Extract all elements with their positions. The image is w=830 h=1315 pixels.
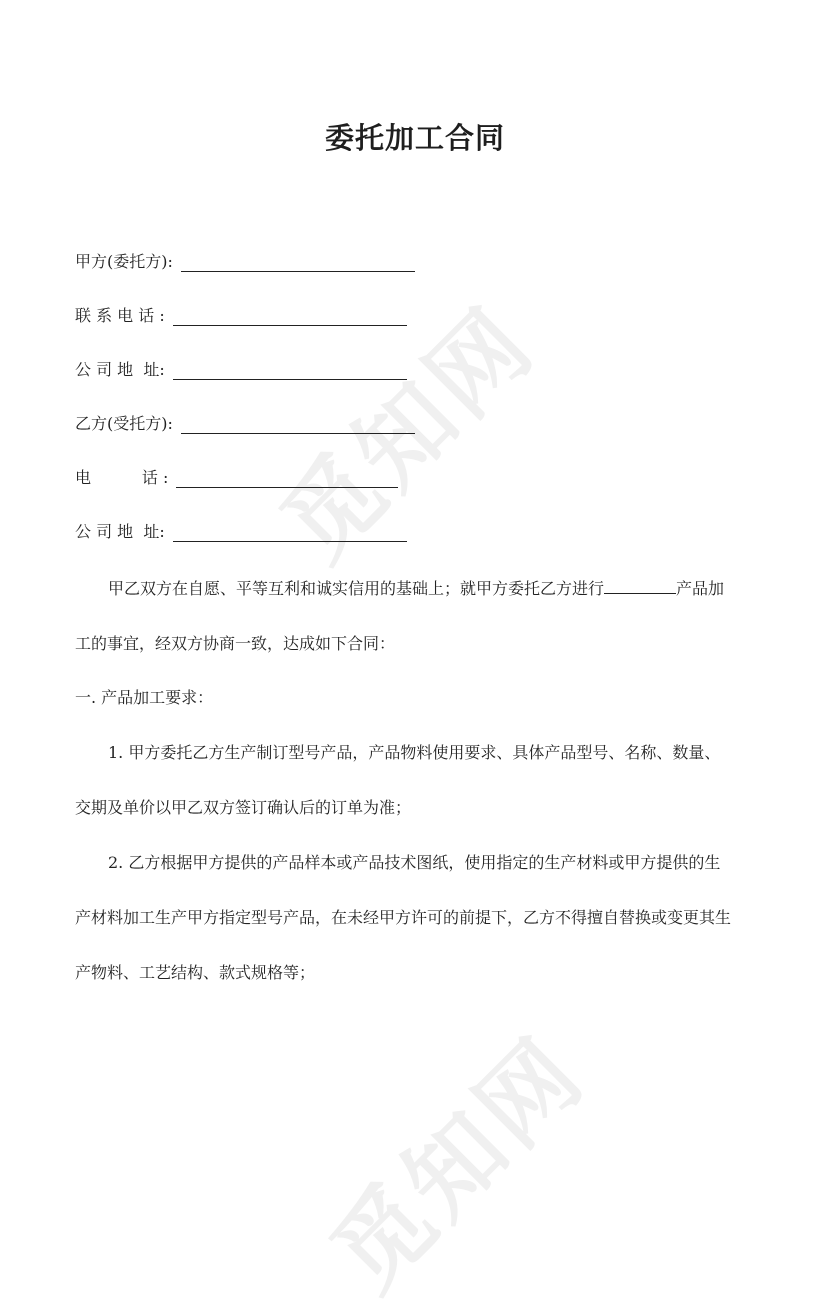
item-2-line-1: 2. 乙方根据甲方提供的产品样本或产品技术图纸，使用指定的生产材料或甲方提供的生 [108,853,721,872]
intro-line-1 [108,576,724,599]
phone-b-field [75,464,398,488]
phone-b-blank[interactable] [176,469,398,488]
party-a-label: 甲方(委托方): [75,252,173,271]
item-2-line-2: 产材料加工生产甲方指定型号产品，在未经甲方许可的前提下，乙方不得擅自替换或变更其生 [75,908,732,927]
intro-text-b: 产品加 [676,579,725,598]
party-a-field [75,248,415,272]
address-b-field [75,518,407,542]
phone-a-field [75,302,407,326]
product-name-blank[interactable] [604,579,676,594]
phone-a-label: 联 系 电 话 : [75,306,165,325]
section-1-heading: 一. 产品加工要求： [75,688,214,707]
address-b-label: 公 司 地 址: [75,522,165,541]
item-1-line-2: 交期及单价以甲乙双方签订确认后的订单为准； [75,798,412,817]
address-a-field [75,356,407,380]
item-2-line-3: 产物料、工艺结构、款式规格等； [75,963,316,982]
party-a-blank[interactable] [181,253,415,272]
intro-text-a: 甲乙双方在自愿、平等互利和诚实信用的基础上；就甲方委托乙方进行 [108,579,605,598]
document-title: 委托加工合同 [324,121,505,155]
watermark-bottom: 觅知网 [310,1016,607,1312]
item-1-line-1: 1. 甲方委托乙方生产制订型号产品，产品物料使用要求、具体产品型号、名称、数量、 [108,743,721,762]
address-b-blank[interactable] [173,523,407,542]
watermark: 觅知网 [260,286,557,582]
party-b-field [75,410,415,434]
party-b-label: 乙方(受托方): [75,414,173,433]
phone-a-blank[interactable] [173,307,407,326]
intro-line-2: 工的事宜，经双方协商一致，达成如下合同： [75,634,396,653]
party-b-blank[interactable] [181,415,415,434]
phone-b-label: 电 话 : [75,468,169,487]
address-a-blank[interactable] [173,361,407,380]
address-a-label: 公 司 地 址: [75,360,165,379]
